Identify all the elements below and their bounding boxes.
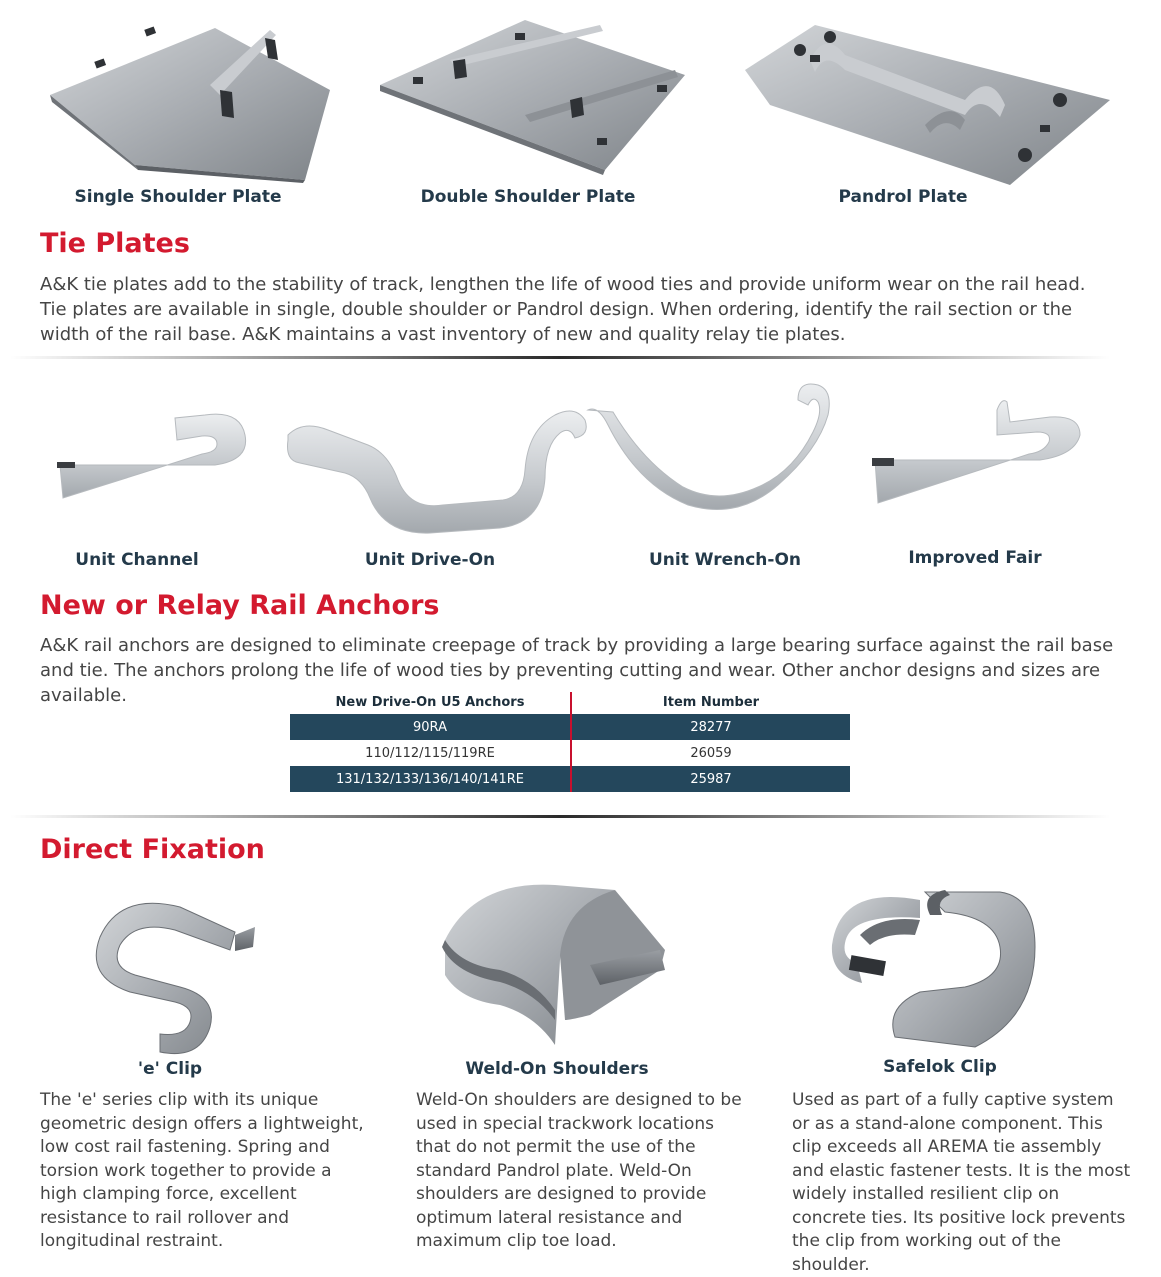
safelok-clip-caption: Safelok Clip: [883, 1057, 997, 1077]
table-row: [290, 714, 850, 740]
rail-anchors-heading: New or Relay Rail Anchors: [40, 590, 440, 621]
table-cell: 25987: [571, 766, 850, 792]
single-shoulder-plate-caption: Single Shoulder Plate: [74, 187, 282, 207]
pandrol-plate-caption: Pandrol Plate: [838, 187, 968, 207]
direct-fixation-heading: Direct Fixation: [40, 834, 265, 865]
rail-anchors-description: A&K rail anchors are designed to eliminate creepage of track by providing a large bearing surface against the rail base and tie. The anchors prolong the life of wood ties by preventing cutting and wear. Other anchor designs and sizes are available.: [40, 635, 1114, 706]
safelok-clip-image: [830, 880, 1040, 1050]
table-cell: 28277: [571, 714, 850, 740]
safelok-clip-description: Used as part of a fully captive system or as a stand-alone component. This clip exceeds all AREMA tie assembly and elastic fastener tests. It is the most widely installed resilient clip on concrete ties. Its positive lock prevents the clip from working out of the shoulder.: [792, 1090, 1131, 1275]
table-cell: 110/112/115/119RE: [290, 740, 571, 766]
unit-channel-caption: Unit Channel: [75, 550, 199, 570]
weld-on-shoulders-caption: Weld-On Shoulders: [465, 1059, 649, 1079]
table-header-item-number: Item Number: [571, 692, 850, 714]
single-shoulder-plate-image: [40, 20, 340, 180]
weld-on-shoulders-description: Weld-On shoulders are designed to be used in special trackwork locations that do not permit the use of the standard Pandrol plate. Weld-On shoulders are designed to provide optimum lateral resistance and maximum clip toe load.: [416, 1090, 742, 1251]
double-shoulder-plate-caption: Double Shoulder Plate: [420, 187, 636, 207]
pandrol-plate-image: [740, 15, 1115, 185]
table-header-row: [290, 692, 850, 714]
e-clip-caption: 'e' Clip: [137, 1059, 203, 1079]
e-clip-description: The 'e' series clip with its unique geometric design offers a lightweight, low cost rail fastening. Spring and torsion work together to provide a high clamping force, excellent resistance to rail rollover and longitudinal restraint.: [40, 1090, 364, 1251]
tie-plates-heading: Tie Plates: [40, 228, 190, 259]
table-row: [290, 766, 850, 792]
unit-channel-anchor-image: [55, 400, 255, 520]
table-header-anchors: New Drive-On U5 Anchors: [290, 692, 571, 714]
table-cell: 90RA: [290, 714, 571, 740]
double-shoulder-plate-image: [375, 15, 695, 175]
unit-drive-on-caption: Unit Drive-On: [364, 550, 496, 570]
unit-wrench-on-anchor-image: [580, 375, 850, 535]
e-clip-image: [95, 895, 255, 1055]
improved-fair-anchor-image: [870, 400, 1090, 520]
unit-drive-on-anchor-image: [280, 380, 580, 530]
section-divider: [10, 815, 1110, 818]
table-cell: 131/132/133/136/140/141RE: [290, 766, 571, 792]
section-divider: [10, 356, 1110, 359]
anchor-item-table: [290, 692, 850, 792]
weld-on-shoulder-image: [440, 880, 670, 1050]
improved-fair-caption: Improved Fair: [908, 548, 1042, 568]
table-cell: 26059: [571, 740, 850, 766]
unit-wrench-on-caption: Unit Wrench-On: [648, 550, 802, 570]
tie-plates-description: A&K tie plates add to the stability of track, lengthen the life of wood ties and provide uniform wear on the rail head. Tie plates are available in single, double shoulder or Pandrol design. When ordering, identify the rail section or the width of the rail base. A&K maintains a vast inventory of new and quality relay tie plates.: [40, 274, 1086, 345]
table-row: [290, 740, 850, 766]
